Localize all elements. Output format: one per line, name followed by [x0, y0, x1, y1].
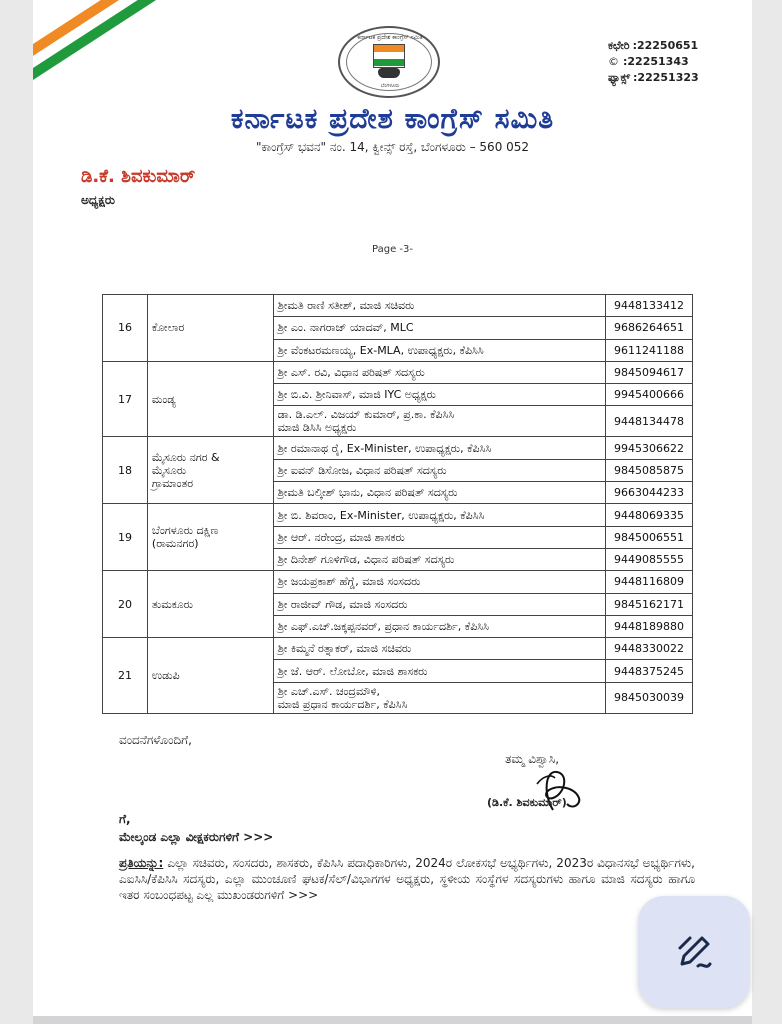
copy-text: ಎಲ್ಲಾ ಸಚಿವರು, ಸಂಸದರು, ಶಾಸಕರು, ಕೆಪಿಸಿಸಿ ಪದಾಧಿಕಾರಿಗಳು, 2024ರ ಲೋಕಸಭೆ ಅಭ್ಯರ್ಥಿಗಳು, 2023ರ ವಿಧಾನಸಭೆ ಅಭ್ಯರ್ಥಿಗಳು, ಎಐಸಿಸಿ/ಕೆಪಿಸಿಸಿ ಸದಸ್ಯರು, ಎಲ್ಲಾ ಮುಂಚೂಣಿ ಘಟಕ/ಸೆಲ್/ವಿಭಾಗಗಳ ಅಧ್ಯಕ್ಷರು, ಸ್ಥಳೀಯ ಸಂಸ್ಥೆಗಳ ಸದಸ್ಯರುಗಳು ಹಾಗೂ ಮಾಜಿ ಸದಸ್ಯರು ಹಾಗೂ ಇತರ ಸಂಬಂಧಪಟ್ಟ ಎಲ್ಲ ಮುಖಂಡರುಗಳಿಗೆ >>> [119, 856, 695, 902]
observer-name-cell [273, 482, 605, 504]
phone-number-cell: 9611241188 [606, 339, 693, 361]
district-line: ಕೋಲಾರ [151, 321, 185, 335]
serial-number-cell: 21 [103, 638, 148, 714]
phone-number-cell: 9448133412 [606, 295, 693, 317]
observer-name-line: ಶ್ರೀ ದಿನೇಶ್ ಗೂಳಿಗೌಡ, ವಿಧಾನ ಪರಿಷತ್ ಸದಸ್ಯರು [277, 553, 455, 567]
district-cell [147, 638, 273, 714]
observer-name-cell [273, 361, 605, 383]
organization-address: "ಕಾಂಗ್ರೆಸ್ ಭವನ" ನಂ. 14, ಕ್ವೀನ್ಸ್ ರಸ್ತೆ, ಬೆಂಗಳೂರು – 560 052 [255, 140, 530, 154]
observer-name-cell [273, 504, 605, 526]
organization-name: ಕರ್ನಾಟಕ ಪ್ರದೇಶ ಕಾಂಗ್ರೆಸ್ ಸಮಿತಿ [230, 102, 555, 135]
contact-block [608, 38, 699, 86]
phone-number-cell: 9845094617 [606, 361, 693, 383]
phone-number-cell: 9448330022 [606, 638, 693, 660]
district-line: (ರಾಮನಗರ) [151, 537, 199, 551]
observer-name-line: ಶ್ರೀ ಐವನ್ ಡಿಸೋಜ, ವಿಧಾನ ಪರಿಷತ್ ಸದಸ್ಯರು [277, 463, 447, 477]
observer-name-line: ಶ್ರೀಮತಿ ರಾಣಿ ಸತೀಶ್, ಮಾಜಿ ಸಚಿವರು [277, 299, 415, 313]
district-line: ಬೆಂಗಳೂರು ದಕ್ಷಿಣ [151, 524, 219, 538]
observer-name-line: ಶ್ರೀ ರಮಾನಾಥ ರೈ, Ex-Minister, ಉಪಾಧ್ಯಕ್ಷರು, ಕೆಪಿಸಿಸಿ [277, 441, 492, 455]
observer-name-line: ಶ್ರೀ ಜೆ. ಆರ್. ಲೋಬೋ, ಮಾಜಿ ಶಾಸಕರು [277, 664, 428, 678]
district-cell [147, 361, 273, 437]
observers-table [102, 294, 693, 714]
contact-label: ಕಛೇರಿ [608, 39, 630, 52]
congress-emblem [338, 26, 440, 98]
table-row [103, 295, 693, 317]
page-number: Page -3- [372, 244, 413, 255]
district-cell [147, 295, 273, 362]
observer-name-line: ಶ್ರೀ ಕಿಮ್ಮನೆ ರತ್ನಾಕರ್, ಮಾಜಿ ಸಚಿವರು [277, 642, 412, 656]
emblem-top-text: ಕರ್ನಾಟಕ ಪ್ರದೇಶ ಕಾಂಗ್ರೆಸ್ ಸಮಿತಿ [357, 34, 423, 41]
observer-name-cell [273, 660, 605, 682]
serial-number-cell: 20 [103, 571, 148, 638]
observer-name-cell [273, 459, 605, 481]
table-row [103, 504, 693, 526]
observer-name-cell [273, 317, 605, 339]
yours-faithfully: ತಮ್ಮ ವಿಶ್ವಾಸಿ, [505, 752, 560, 766]
serial-number-cell: 19 [103, 504, 148, 571]
district-line: ಉಡುಪಿ [151, 668, 180, 682]
phone-number-cell: 9448069335 [606, 504, 693, 526]
to-recipients: ಮೇಲ್ಕಂಡ ಎಲ್ಲಾ ವೀಕ್ಷಕರುಗಳಿಗೆ >>> [119, 830, 274, 844]
observer-name-line: ಶ್ರೀ ಜಯಪ್ರಕಾಶ್ ಹೆಗ್ಡೆ, ಮಾಜಿ ಸಂಸದರು [277, 575, 421, 589]
observer-name-line: ಶ್ರೀ ರಾಜೀವ್ ಗೌಡ, ಮಾಜಿ ಸಂಸದರು [277, 597, 408, 611]
contact-value: :22251343 [623, 55, 689, 68]
district-line: ಮೈಸೂರು ನಗರ & [151, 450, 220, 464]
district-line: ಮೈಸೂರು [151, 463, 187, 477]
phone-number-cell: 9663044233 [606, 482, 693, 504]
observer-name-line: ಶ್ರೀಮತಿ ಬಲ್ಕೀಶ್ ಭಾನು, ವಿಧಾನ ಪರಿಷತ್ ಸದಸ್ಯರು [277, 486, 458, 500]
district-cell [147, 504, 273, 571]
phone-number-cell: 9845162171 [606, 593, 693, 615]
phone-number-cell: 9945306622 [606, 437, 693, 459]
table-row [103, 571, 693, 593]
president-title: ಅಧ್ಯಕ್ಷರು [81, 193, 115, 207]
observer-name-cell [273, 295, 605, 317]
phone-number-cell: 9448116809 [606, 571, 693, 593]
closing-greeting: ವಂದನೆಗಳೊಂದಿಗೆ, [119, 733, 192, 747]
observer-name-line: ಶ್ರೀ ಎಫ್.ಎಚ್.ಜಕ್ಕಪ್ಪನವರ್, ಪ್ರಧಾನ ಕಾರ್ಯದರ್ಶಿ, ಕೆಪಿಸಿಸಿ [277, 620, 489, 633]
observer-name-line: ಶ್ರೀ ಎಚ್.ಎಸ್. ಚಂದ್ರಮೌಳಿ, [277, 684, 380, 698]
observer-name-cell [273, 406, 605, 437]
contact-label: ಫ್ಯಾಕ್ಸ್ [608, 71, 631, 84]
phone-number-cell: 9449085555 [606, 548, 693, 570]
copy-to-paragraph [119, 855, 695, 903]
observer-name-cell [273, 384, 605, 406]
observer-name-line: ಶ್ರೀ ಎಂ. ನಾಗರಾಜ್ ಯಾದವ್, MLC [277, 321, 414, 335]
observer-name-line: ಶ್ರೀ ಬಿ.ವಿ. ಶ್ರೀನಿವಾಸ್, ಮಾಜಿ IYC ಅಧ್ಯಕ್ಷರು [277, 388, 436, 402]
observer-name-line: ಮಾಜಿ ಡಿಸಿಸಿ ಅಧ್ಯಕ್ಷರು [277, 421, 357, 435]
observer-name-line: ಶ್ರೀ ಬಿ. ಶಿವರಾಂ, Ex-Minister, ಉಪಾಧ್ಯಕ್ಷರು, ಕೆಪಿಸಿಸಿ [277, 508, 485, 522]
letter-page [33, 0, 752, 1016]
observer-name-line: ಶ್ರೀ ವೆಂಕಟರಮಣಯ್ಯ, Ex-MLA, ಉಪಾಧ್ಯಕ್ಷರು, ಕೆಪಿಸಿಸಿ [277, 343, 484, 357]
hand-symbol-icon [378, 68, 400, 78]
observer-name-cell [273, 526, 605, 548]
district-line: ತುಮಕೂರು [151, 597, 193, 611]
observer-name-cell [273, 571, 605, 593]
district-line: ಮಂಡ್ಯ [151, 392, 176, 406]
signatory-name: (ಡಿ.ಕೆ. ಶಿವಕುಮಾರ್) [487, 796, 567, 809]
observer-name-cell [273, 593, 605, 615]
observer-name-cell [273, 638, 605, 660]
observer-name-line: ಶ್ರೀ ಎಸ್. ರವಿ, ವಿಧಾನ ಪರಿಷತ್ ಸದಸ್ಯರು [277, 366, 425, 380]
observer-name-cell [273, 339, 605, 361]
observer-name-cell [273, 682, 605, 713]
observer-name-cell [273, 437, 605, 459]
edit-pen-icon [672, 930, 716, 974]
copy-label: ಪ್ರತಿಯನ್ನು: [119, 856, 164, 870]
serial-number-cell: 17 [103, 361, 148, 437]
to-label: ಗೆ, [119, 812, 131, 826]
emblem-bottom-text: ಬೆಂಗಳೂರು [380, 83, 400, 89]
observer-name-cell [273, 615, 605, 637]
phone-number-cell: 9448134478 [606, 406, 693, 437]
observer-name-line: ಮಾಜಿ ಪ್ರಧಾನ ಕಾರ್ಯದರ್ಶಿ, ಕೆಪಿಸಿಸಿ [277, 697, 408, 711]
table-row [103, 437, 693, 459]
district-cell [147, 437, 273, 504]
district-line: ಗ್ರಾಮಾಂತರ [151, 476, 194, 490]
serial-number-cell: 18 [103, 437, 148, 504]
contact-value: :22250651 [632, 39, 699, 52]
phone-number-cell: 9945400666 [606, 384, 693, 406]
phone-number-cell: 9448189880 [606, 615, 693, 637]
contact-value: :22251323 [633, 71, 699, 84]
phone-number-cell: 9845085875 [606, 459, 693, 481]
observer-name-line: ಡಾ. ಡಿ.ಎಲ್. ವಿಜಯ್ ಕುಮಾರ್, ಪ್ರ.ಕಾ. ಕೆಪಿಸಿಸಿ [277, 408, 455, 422]
phone-number-cell: 9845006551 [606, 526, 693, 548]
president-name: ಡಿ.ಕೆ. ಶಿವಕುಮಾರ್ [81, 166, 196, 187]
observer-name-line: ಶ್ರೀ ಆರ್. ನರೇಂದ್ರ, ಮಾಜಿ ಶಾಸಕರು [277, 530, 405, 544]
phone-icon: © [608, 55, 619, 68]
phone-number-cell: 9686264651 [606, 317, 693, 339]
table-row [103, 361, 693, 383]
serial-number-cell: 16 [103, 295, 148, 362]
phone-number-cell: 9845030039 [606, 682, 693, 713]
table-row [103, 638, 693, 660]
phone-number-cell: 9448375245 [606, 660, 693, 682]
district-cell [147, 571, 273, 638]
observer-name-cell [273, 548, 605, 570]
edit-fab-button[interactable] [638, 896, 750, 1008]
